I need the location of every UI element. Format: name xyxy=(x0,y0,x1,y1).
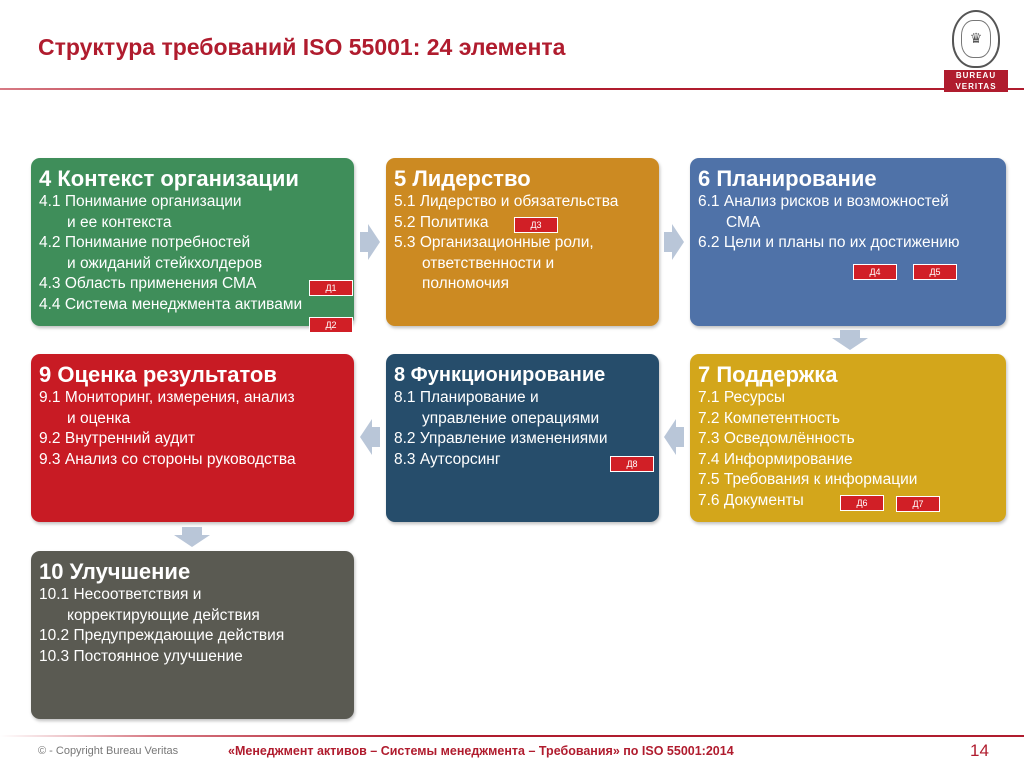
box-support-item: 7.3 Осведомлённость xyxy=(698,430,855,447)
box-support-item: 7.5 Требования к информации xyxy=(698,471,918,488)
arrow-left-icon xyxy=(662,417,686,457)
arrow-right-icon xyxy=(662,222,686,262)
box-context-item: и ожиданий стейкхолдеров xyxy=(67,254,263,272)
logo-bar-bottom: VERITAS xyxy=(944,81,1008,92)
box-improvement-item: 10.3 Постоянное улучшение xyxy=(39,647,243,665)
arrow-left-icon xyxy=(358,417,382,457)
box-planning-item: СМА xyxy=(726,213,761,231)
box-improvement-item: 10.1 Несоответствия и xyxy=(39,586,202,603)
box-planning-item: 6.1 Анализ рисков и возможностей xyxy=(698,193,949,210)
box-context-item: 4.3 Область применения СМА xyxy=(39,275,257,292)
badge-d4: Д4 xyxy=(853,264,897,280)
footer-caption: «Менеджмент активов – Системы менеджмента – Требования» по ISO 55001:2014 xyxy=(228,744,734,758)
box-operation-item: 8.1 Планирование и xyxy=(394,389,539,406)
box-planning-title: 6 Планирование xyxy=(698,166,877,191)
box-support-item: 7.1 Ресурсы xyxy=(698,389,785,406)
box-planning xyxy=(690,158,1006,326)
box-leadership-title: 5 Лидерство xyxy=(394,166,531,191)
badge-d7: Д7 xyxy=(896,496,940,512)
badge-d2: Д2 xyxy=(309,317,353,333)
box-evaluation-item: 9.2 Внутренний аудит xyxy=(39,430,196,447)
badge-d8: Д8 xyxy=(610,456,654,472)
box-operation-item: управление операциями xyxy=(422,409,600,427)
box-context-item: и ее контекста xyxy=(67,213,172,231)
box-support-item: 7.2 Компетентность xyxy=(698,409,840,427)
box-improvement xyxy=(31,551,354,719)
slide-title: Структура требований ISO 55001: 24 элемента xyxy=(38,34,566,60)
arrow-down-icon xyxy=(172,525,212,549)
box-support-item: 7.6 Документы xyxy=(698,491,804,509)
arrow-down-icon xyxy=(830,328,870,352)
page-number: 14 xyxy=(970,741,989,760)
box-context-title: 4 Контекст организации xyxy=(39,166,299,191)
logo-seal-emblem: ♛ xyxy=(961,20,991,58)
box-evaluation xyxy=(31,354,354,522)
box-context-item: 4.2 Понимание потребностей xyxy=(39,234,251,251)
arrow-right-icon xyxy=(358,222,382,262)
logo-bar-top: BUREAU xyxy=(944,70,1008,81)
box-operation-title: 8 Функционирование xyxy=(394,364,606,386)
badge-d1: Д1 xyxy=(309,280,353,296)
box-evaluation-item: 9.1 Мониторинг, измерения, анализ xyxy=(39,389,295,406)
box-support-title: 7 Поддержка xyxy=(698,362,838,387)
box-evaluation-item: 9.3 Анализ со стороны руководства xyxy=(39,450,296,468)
box-support xyxy=(690,354,1006,522)
box-leadership-item: 5.3 Организационные роли, xyxy=(394,234,594,251)
box-evaluation-item: и оценка xyxy=(67,409,131,427)
box-evaluation-title: 9 Оценка результатов xyxy=(39,362,277,387)
title-divider xyxy=(0,88,1024,90)
box-leadership-item: полномочия xyxy=(422,275,509,292)
box-leadership-item: 5.1 Лидерство и обязательства xyxy=(394,193,619,210)
box-context xyxy=(31,158,354,330)
logo-seal xyxy=(952,10,1000,68)
box-support-item: 7.4 Информирование xyxy=(698,450,853,468)
box-operation-item: 8.3 Аутсорсинг xyxy=(394,450,501,468)
box-context-item: 4.4 Система менеджмента активами xyxy=(39,295,303,313)
footer-divider xyxy=(0,735,1024,737)
badge-d3: Д3 xyxy=(514,217,558,233)
box-improvement-item: 10.2 Предупреждающие действия xyxy=(39,627,285,644)
box-operation-item: 8.2 Управление изменениями xyxy=(394,430,608,447)
badge-d5: Д5 xyxy=(913,264,957,280)
box-improvement-item: корректирующие действия xyxy=(67,606,260,624)
box-operation xyxy=(386,354,659,522)
copyright-text: © - Copyright Bureau Veritas xyxy=(38,745,179,757)
bureau-veritas-logo xyxy=(944,10,1008,92)
box-leadership-item: 5.2 Политика xyxy=(394,213,489,231)
box-context-item: 4.1 Понимание организации xyxy=(39,193,242,210)
box-leadership-item: ответственности и xyxy=(422,254,555,272)
badge-d6: Д6 xyxy=(840,495,884,511)
box-leadership xyxy=(386,158,659,326)
box-planning-item: 6.2 Цели и планы по их достижению xyxy=(698,234,960,251)
box-improvement-title: 10 Улучшение xyxy=(39,559,191,584)
